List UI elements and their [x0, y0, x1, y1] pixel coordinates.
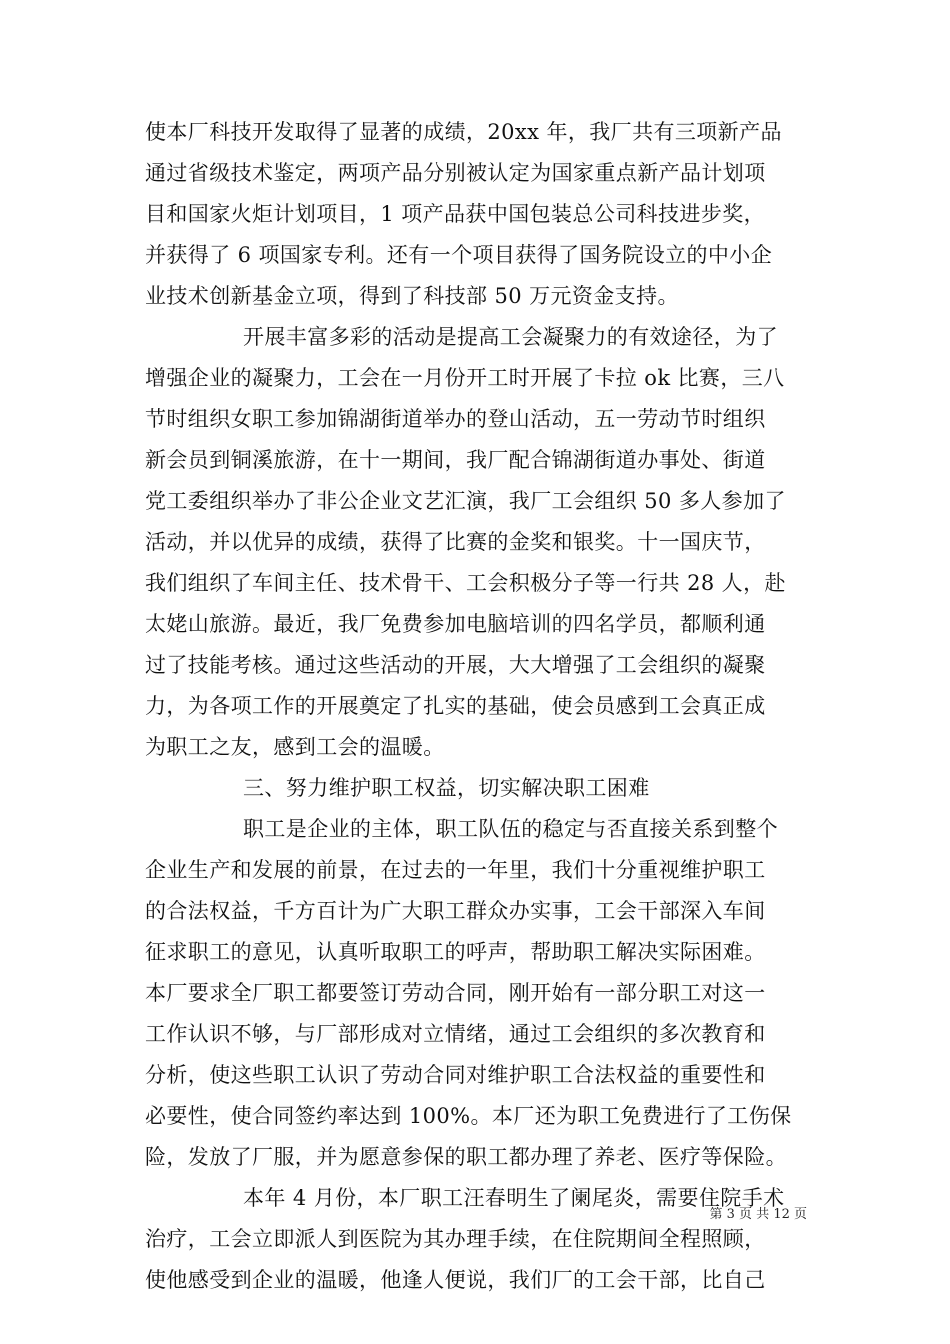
text-line: 业技术创新基金立项，得到了科技部 50 万元资金支持。 [145, 284, 679, 308]
paragraph [145, 317, 807, 768]
paragraph [145, 1178, 807, 1301]
text-line: 治疗，工会立即派人到医院为其办理手续，在住院期间全程照顾， [145, 1227, 766, 1251]
text-line: 分析，使这些职工认识了劳动合同对维护职工合法权益的重要性和 [145, 1063, 766, 1087]
paragraph [145, 112, 807, 317]
text-line: 我们组织了车间主任、技术骨干、工会积极分子等一行共 28 人，赴 [145, 571, 786, 595]
text-line: 必要性，使合同签约率达到 100%。本厂还为职工免费进行了工伤保 [145, 1104, 792, 1128]
text-line: 险，发放了厂服，并为愿意参保的职工都办理了养老、医疗等保险。 [145, 1145, 787, 1169]
text-line: 增强企业的凝聚力，工会在一月份开工时开展了卡拉 ok 比赛，三八 [145, 366, 785, 390]
text-line: 新会员到铜溪旅游，在十一期间，我厂配合锦湖街道办事处、街道 [145, 448, 766, 472]
text-line: 为职工之友，感到工会的温暖。 [145, 735, 445, 759]
text-line: 本年 4 月份，本厂职工汪春明生了阑尾炎，需要住院手术 [243, 1186, 785, 1210]
page-body [145, 112, 807, 1301]
text-line: 征求职工的意见，认真听取职工的呼声，帮助职工解决实际困难。 [145, 940, 766, 964]
text-line: 本厂要求全厂职工都要签订劳动合同，刚开始有一部分职工对这一 [145, 981, 766, 1005]
page-number: 第 3 页 共 12 页 [709, 1207, 807, 1222]
paragraph [145, 768, 807, 809]
text-line: 的合法权益，千方百计为广大职工群众办实事，工会干部深入车间 [145, 899, 766, 923]
text-line: 过了技能考核。通过这些活动的开展，大大增强了工会组织的凝聚 [145, 653, 766, 677]
text-line: 太姥山旅游。最近，我厂免费参加电脑培训的四名学员，都顺利通 [145, 612, 766, 636]
text-line: 并获得了 6 项国家专利。还有一个项目获得了国务院设立的中小企 [145, 243, 773, 267]
text-line: 工作认识不够，与厂部形成对立情绪，通过工会组织的多次教育和 [145, 1022, 766, 1046]
text-line: 通过省级技术鉴定，两项产品分别被认定为国家重点新产品计划项 [145, 161, 766, 185]
text-line: 企业生产和发展的前景，在过去的一年里，我们十分重视维护职工 [145, 858, 766, 882]
text-line: 开展丰富多彩的活动是提高工会凝聚力的有效途径，为了 [243, 325, 778, 349]
text-line: 节时组织女职工参加锦湖街道举办的登山活动，五一劳动节时组织 [145, 407, 766, 431]
paragraph [145, 809, 807, 1178]
text-line: 职工是企业的主体，职工队伍的稳定与否直接关系到整个 [243, 817, 778, 841]
text-line: 目和国家火炬计划项目，1 项产品获中国包装总公司科技进步奖， [145, 202, 766, 226]
text-line: 使他感受到企业的温暖，他逢人便说，我们厂的工会干部，比自己 [145, 1268, 766, 1292]
text-line: 使本厂科技开发取得了显著的成绩，20xx 年，我厂共有三项新产品 [145, 120, 782, 144]
text-line: 力，为各项工作的开展奠定了扎实的基础，使会员感到工会真正成 [145, 694, 766, 718]
text-line: 三、努力维护职工权益，切实解决职工困难 [243, 776, 650, 800]
text-line: 活动，并以优异的成绩，获得了比赛的金奖和银奖。十一国庆节， [145, 530, 766, 554]
text-line: 党工委组织举办了非公企业文艺汇演，我厂工会组织 50 多人参加了 [145, 489, 786, 513]
